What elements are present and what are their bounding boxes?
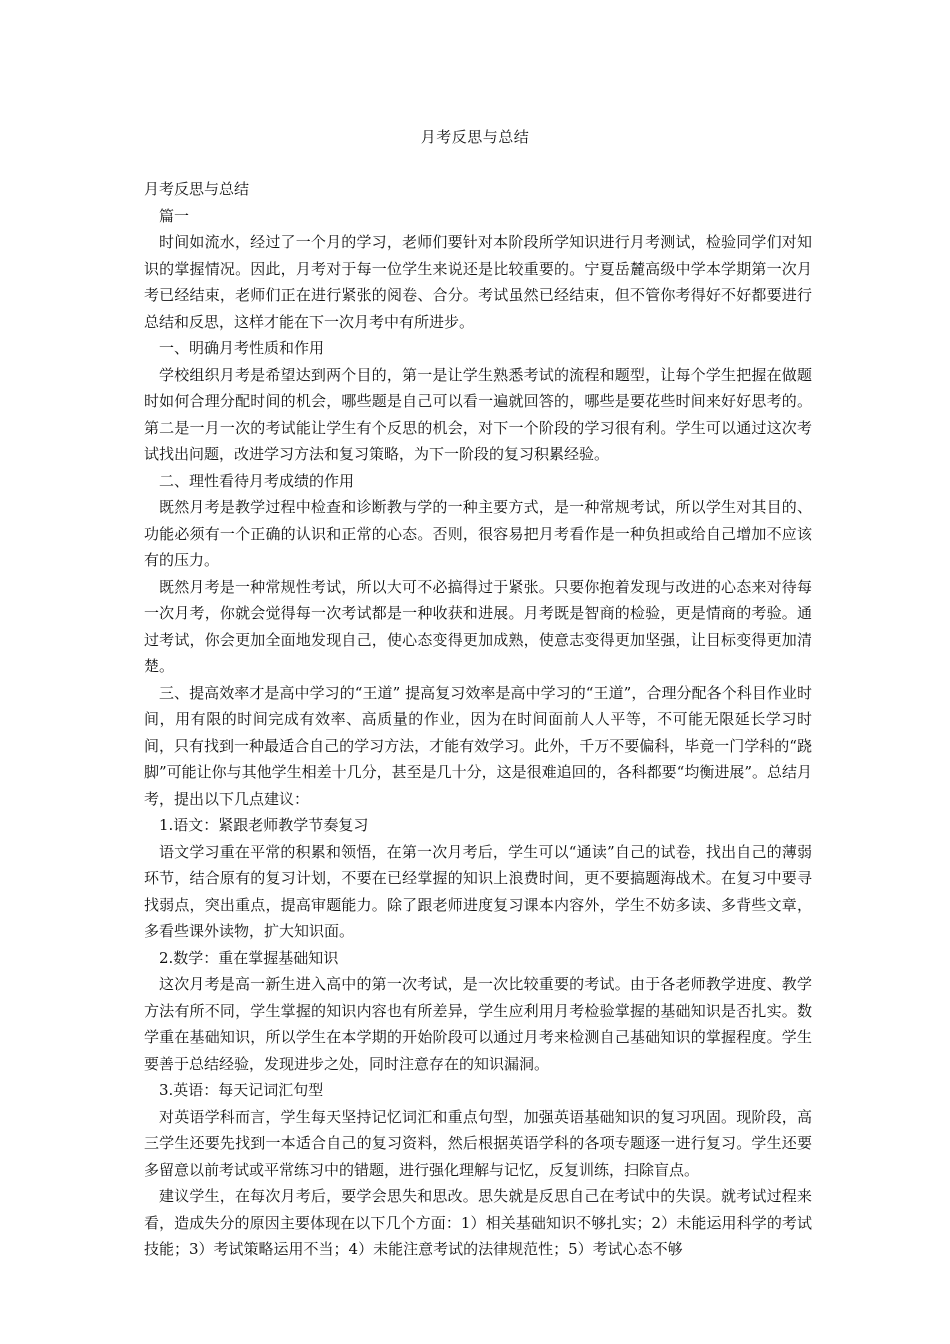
- document-subtitle: 月考反思与总结: [144, 180, 250, 198]
- paragraph: 既然月考是教学过程中检查和诊断教与学的一种主要方式，是一种常规考试，所以学生对其目的、功能必须有一个正确的认识和正常的心态。否则，很容易把月考看作是一种负担或给自己增加不应该有的压力。: [144, 498, 812, 569]
- paragraph: 时间如流水，经过了一个月的学习，老师们要针对本阶段所学知识进行月考测试，检验同学们对知识的掌握情况。因此，月考对于每一位学生来说还是比较重要的。宁夏岳麓高级中学本学期第一次月考已经结束，老师们正在进行紧张的阅卷、合分。考试虽然已经结束，但不管你考得好不好都要进行总结和反思，这样才能在下一次月考中有所进步。: [144, 233, 812, 331]
- paragraph: 对英语学科而言，学生每天坚持记忆词汇和重点句型，加强英语基础知识的复习巩固。现阶段，高三学生还要先找到一本适合自己的复习资料，然后根据英语学科的各项专题逐一进行复习。学生还要多留意以前考试或平常练习中的错题，进行强化理解与记忆，反复训练，扫除盲点。: [144, 1107, 812, 1179]
- paragraph: 语文学习重在平常的积累和领悟，在第一次月考后，学生可以“通读”自己的试卷，找出自己的薄弱环节，结合原有的复习计划，不要在已经掌握的知识上浪费时间，更不要搞题海战术。在复习中要寻找弱点，突出重点，提高审题能力。除了跟老师进度复习课本内容外，学生不妨多读、多背些文章，多看些课外读物，扩大知识面。: [144, 842, 812, 940]
- paragraph: 既然月考是一种常规性考试，所以大可不必搞得过于紧张。只要你抱着发现与改进的心态来对待每一次月考，你就会觉得每一次考试都是一种收获和进展。月考既是智商的检验，更是情商的考验。通过考试，你会更加全面地发现自己，使心态变得更加成熟，使意志变得更加坚强，让目标变得更加清楚。: [144, 577, 812, 675]
- subsection-heading: 1.语文：紧跟老师教学节奏复习: [159, 816, 369, 834]
- page-title: 月考反思与总结: [420, 128, 530, 146]
- paragraph: 这次月考是高一新生进入高中的第一次考试，是一次比较重要的考试。由于各老师教学进度、教学方法有所不同，学生掌握的知识内容也有所差异，学生应利用月考检验掌握的基础知识是否扎实。数学重在基础知识，所以学生在本学期的开始阶段可以通过月考来检测自己基础知识的掌握程度。学生要善于总结经验，发现进步之处，同时注意存在的知识漏洞。: [144, 975, 812, 1073]
- document-body: [144, 176, 812, 1263]
- paragraph: 三、提高效率才是高中学习的“王道” 提高复习效率是高中学习的“王道”，合理分配各个科目作业时间，用有限的时间完成有效率、高质量的作业，因为在时间面前人人平等，不可能无限延长学习时间，只有找到一种最适合自己的学习方法，才能有效学习。此外，千万不要偏科，毕竟一门学科的“跷脚”可能让你与其他学生相差十几分，甚至是几十分，这是很难追回的，各科都要“均衡进展”。总结月考，提出以下几点建议：: [144, 683, 813, 808]
- paragraph: 学校组织月考是希望达到两个目的，第一是让学生熟悉考试的流程和题型，让每个学生把握在做题时如何合理分配时间的机会，哪些题是自己可以看一遍就回答的，哪些是要花些时间来好好思考的。第二是一月一次的考试能让学生有个反思的机会，对下一个阶段的学习很有利。学生可以通过这次考试找出问题，改进学习方法和复习策略，为下一阶段的复习积累经验。: [144, 365, 812, 463]
- section-label: 篇一: [159, 206, 190, 225]
- subsection-heading: 3.英语：每天记词汇句型: [159, 1081, 324, 1099]
- section-heading: 一、明确月考性质和作用: [159, 339, 325, 357]
- paragraph: 建议学生，在每次月考后，要学会思失和思改。思失就是反思自己在考试中的失误。就考试过程来看，造成失分的原因主要体现在以下几个方面：1）相关基础知识不够扎实；2）未能运用科学的考试技能；3）考试策略运用不当；4）未能注意考试的法律规范性；5）考试心态不够: [144, 1187, 812, 1258]
- subsection-heading: 2.数学：重在掌握基础知识: [159, 948, 339, 967]
- section-heading: 二、理性看待月考成绩的作用: [159, 471, 355, 490]
